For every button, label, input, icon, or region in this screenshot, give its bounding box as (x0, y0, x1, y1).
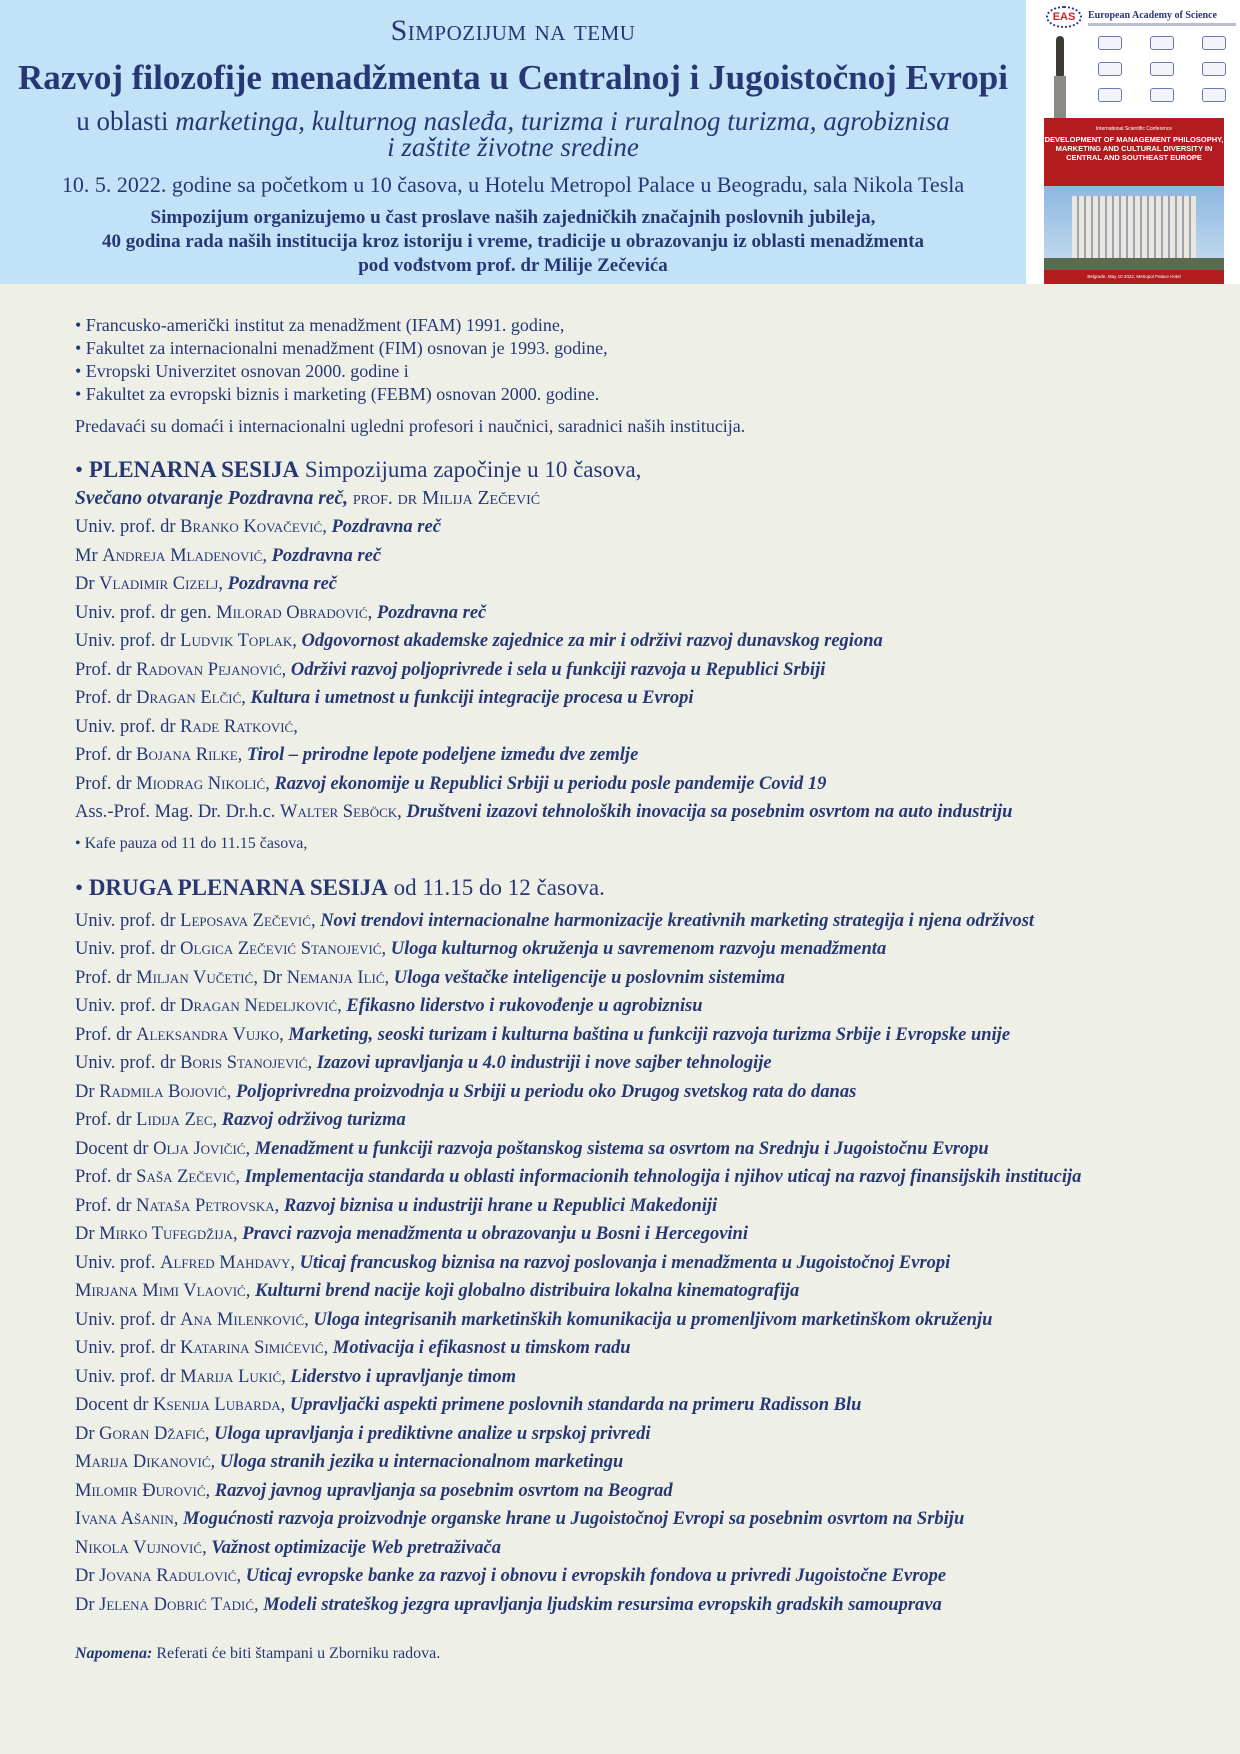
symposium-label: Simpozijum na temu (390, 14, 636, 47)
speaker-name: Milomir Đurović (75, 1480, 206, 1501)
speaker-row: Prof. dr Dragan Elčić, Kultura i umetnost u funkciji integracije procesa u Evropi (75, 688, 694, 708)
program-content (75, 314, 1225, 1663)
speaker-title: Univ. prof. dr (75, 517, 181, 537)
session1-title: PLENARNA SESIJA (88, 457, 300, 482)
institution-item: • Fakultet za internacionalni menadžment (FIM) osnovan je 1993. godine, (75, 338, 608, 358)
speaker-title: , Dr (253, 967, 287, 988)
talk-title: Uticaj francuskog biznisa na razvoj poslovanja i menadžmenta u Jugoistočnoj Evropi (299, 1252, 951, 1273)
talk-title: Efikasno liderstvo i rukovođenje u agrobiznisu (346, 996, 703, 1016)
speaker-row: Dr Radmila Bojović, Poljoprivredna proizvodnja u Srbiji u periodu oko Drugog svetskog rata do danas (75, 1081, 857, 1102)
speaker-name: Mirjana Mimi Vlaović (75, 1281, 246, 1301)
opening-title: prof. dr (347, 488, 422, 509)
speaker-name: Vladimir Cizelj (99, 574, 219, 594)
session2-time: od 11.15 do 12 časova. (387, 874, 605, 900)
subtitle (0, 108, 1026, 160)
speaker-title: Docent dr (75, 1395, 154, 1415)
honor-line: Simpozijum organizujemo u čast proslave naših zajedničkih značajnih poslovnih jubileja, (150, 207, 876, 228)
speaker-title: Mr (75, 545, 103, 566)
talk-title: Uticaj evropske banke za razvoj i obnovu i evropskih fondova u privredi Jugoistočne Evrope (245, 1566, 947, 1586)
partner-logo (1098, 88, 1122, 102)
speaker-name: Jovana Radulović (99, 1566, 237, 1586)
session1-heading (75, 455, 1225, 485)
talk-title: Razvoj održivog turizma (221, 1110, 406, 1130)
talk-title: Uloga integrisanih marketinških komunikacija u promenljivom marketinškom okruženju (313, 1309, 993, 1330)
speaker-name: Ksenija Lubarda (153, 1395, 281, 1415)
talk-title: Upravljački aspekti primene poslovnih standarda na primeru Radisson Blu (289, 1395, 862, 1415)
talk-title: Održivi razvoj poljoprivrede i sela u funkciji razvoja u Republici Srbiji (290, 659, 826, 680)
speaker-row: Ivana Ašanin, Mogućnosti razvoja proizvodnje organske hrane u Jugoistočnoj Evropi sa posebnim osvrtom na Srbiju (75, 1509, 965, 1529)
speaker-row: Univ. prof. dr Rade Ratković, (75, 716, 298, 737)
talk-title: Izazovi upravljanja u 4.0 industriji i nove sajber tehnologije (316, 1053, 772, 1073)
speaker-row: Univ. prof. dr Olgica Zečević Stanojević, Uloga kulturnog okruženja u savremenom razvoju menadžmenta (75, 939, 887, 959)
speaker-title: Prof. dr (75, 1024, 137, 1045)
speaker-row: Univ. prof. Alfred Mahdavy, Uticaj francuskog biznisa na razvoj poslovanja i menadžmenta u Jugoistočnoj Evropi (75, 1252, 951, 1273)
talk-title: Pravci razvoja menadžmenta u obrazovanju u Bosni i Hercegovini (242, 1224, 748, 1244)
talk-title: Motivacija i efikasnost u timskom radu (332, 1338, 631, 1358)
subtitle-prefix: u oblasti (76, 106, 169, 136)
speaker-row: Univ. prof. dr Marija Lukić, Liderstvo i upravljanje timom (75, 1366, 517, 1387)
speaker-row: Dr Mirko Tufegdžija, Pravci razvoja menadžmenta u obrazovanju u Bosni i Hercegovini (75, 1224, 748, 1244)
speaker-title: Dr (75, 574, 100, 594)
speaker-row: Prof. dr Radovan Pejanović, Održivi razvoj poljoprivrede i sela u funkciji razvoja u Republici Srbiji (75, 659, 826, 680)
poster-conf-title: DEVELOPMENT OF MANAGEMENT PHILOSOPHY, MARKETING AND CULTURAL DIVERSITY IN CENTRAL AND SOUTHEAST EUROPE (1044, 135, 1224, 162)
talk-title: Tirol – prirodne lepote podeljene između dve zemlje (246, 745, 639, 765)
poster-footer: Belgrade, May 10 2022, Metropol Palace Hotel (1044, 270, 1224, 284)
speaker-title: Univ. prof. dr (75, 716, 181, 737)
speaker-title: Dr (75, 1423, 100, 1444)
talk-title: Uloga veštačke inteligencije u poslovnim sistemima (393, 967, 785, 988)
institution-item: • Fakultet za evropski biznis i marketing (FEBM) osnovan 2000. godine. (75, 384, 600, 404)
speaker-name: Walter Seböck (280, 802, 398, 822)
speaker-row: Prof. dr Miodrag Nikolić, Razvoj ekonomije u Republici Srbiji u periodu posle pandemije Covid 19 (75, 773, 827, 794)
speaker-title: Univ. prof. dr (75, 1338, 181, 1358)
speaker-name: Miodrag Nikolić (136, 773, 266, 794)
speaker-row: Nikola Vujnović, Važnost optimizacije Web pretraživača (75, 1537, 501, 1558)
speaker-name: Katarina Simićević (180, 1338, 324, 1358)
speaker-name: Rade Ratković (180, 716, 294, 737)
speaker-row: Prof. dr Lidija Zec, Razvoj održivog turizma (75, 1110, 406, 1130)
eas-logo: EAS (1046, 6, 1082, 28)
speaker-name: Saša Zečević (136, 1167, 236, 1187)
speaker-name: Radmila Bojović (99, 1081, 227, 1102)
statue-image (1050, 36, 1070, 116)
speaker-row: Prof. dr Aleksandra Vujko, Marketing, seoski turizam i kulturna baština u funkciji razvoja turizma Srbije i Evropske unije (75, 1024, 1011, 1045)
speaker-row: Prof. dr Saša Zečević, Implementacija standarda u oblasti informacionih tehnologija i njihov uticaj na razvoj finansijskih institucija (75, 1167, 1082, 1187)
institution-item: • Francusko-američki institut za menadžment (IFAM) 1991. godine, (75, 315, 565, 335)
eas-name: European Academy of Science (1088, 10, 1217, 21)
speaker-name: Milorad Obradović (216, 602, 368, 623)
speaker-row: Docent dr Olja Jovičić, Menadžment u funkciji razvoja poštanskog sistema sa osvrtom na Srednju i Jugoistočnu Evropu (75, 1138, 989, 1159)
coffee-break: • Kafe pauza od 11 do 11.15 časova, (75, 834, 308, 852)
partner-logo (1098, 36, 1122, 50)
date-location: 10. 5. 2022. godine sa početkom u 10 časova, u Hotelu Metropol Palace u Beogradu, sala Nikola Tesla (61, 172, 965, 197)
speaker-row: Dr Goran Džafić, Uloga upravljanja i prediktivne analize u srpskoj privredi (75, 1423, 651, 1444)
conference-poster (1026, 0, 1240, 284)
speaker-row: Milomir Đurović, Razvoj javnog upravljanja sa posebnim osvrtom na Beograd (75, 1480, 673, 1501)
talk-title: Odgovornost akademske zajednice za mir i održivi razvoj dunavskog regiona (301, 631, 883, 651)
speaker-name: Aleksandra Vujko (136, 1024, 280, 1045)
talk-title: Implementacija standarda u oblasti informacionih tehnologija i njihov uticaj na razvoj finansijskih institucija (244, 1167, 1082, 1187)
speaker-row: Dr Vladimir Cizelj, Pozdravna reč (75, 574, 338, 594)
speaker-name: Miljan Vučetić (136, 967, 254, 988)
honor-line: 40 godina rada naših institucija kroz istoriju i vreme, tradicije u obrazovanju iz oblasti menadžmenta (101, 231, 925, 252)
speaker-name: Radovan Pejanović (136, 659, 282, 680)
speaker-title: Prof. dr (75, 773, 137, 794)
speaker-row: Mr Andreja Mladenović, Pozdravna reč (75, 545, 382, 566)
talk-title: Pozdravna reč (376, 602, 487, 623)
speaker-title: Univ. prof. dr gen. (75, 602, 217, 623)
partner-logo (1202, 36, 1226, 50)
speaker-name: Nemanja Ilić (286, 967, 385, 988)
speaker-title: Univ. prof. dr (75, 631, 181, 651)
partner-logo (1098, 62, 1122, 76)
speaker-name: Nikola Vujnović (75, 1537, 203, 1558)
speaker-row: Univ. prof. dr Katarina Simićević, Motivacija i efikasnost u timskom radu (75, 1338, 631, 1358)
speaker-row: Dr Jelena Dobrić Tadić, Modeli strateškog jezgra upravljanja ljudskim resursima evropskih gradskih samouprava (75, 1594, 942, 1615)
speaker-row: Docent dr Ksenija Lubarda, Upravljački aspekti primene poslovnih standarda na primeru Radisson Blu (75, 1395, 862, 1415)
talk-title: Poljoprivredna proizvodnja u Srbiji u periodu oko Drugog svetskog rata do danas (235, 1081, 857, 1102)
speaker-title: Dr (75, 1081, 100, 1102)
speaker-title: Univ. prof. dr (75, 910, 181, 931)
lecturers-note: Predavaći su domaći i internacionalni ugledni profesori i naučnici, saradnici naših institucija. (75, 416, 746, 436)
opening-name: Milija Zečević (421, 488, 541, 509)
talk-title: Marketing, seoski turizam i kulturna baština u funkciji razvoja turizma Srbije i Evropske unije (288, 1024, 1011, 1045)
speaker-title: Univ. prof. dr (75, 1053, 181, 1073)
speaker-name: Ivana Ašanin (75, 1509, 174, 1529)
poster-title-box (1044, 118, 1224, 186)
opening-label: Svečano otvaranje Pozdravna reč, (75, 488, 348, 509)
talk-title: Uloga kulturnog okruženja u savremenom razvoju menadžmenta (390, 939, 887, 959)
speaker-row: Mirjana Mimi Vlaović, Kulturni brend nacije koji globalno distribuira lokalna kinematografija (75, 1281, 800, 1301)
speaker-title: Univ. prof. (75, 1252, 161, 1273)
speaker-row: Univ. prof. dr Boris Stanojević, Izazovi upravljanja u 4.0 industriji i nove sajber tehnologije (75, 1053, 772, 1073)
speaker-title: Dr (75, 1594, 100, 1615)
footnote (75, 1645, 1225, 1663)
speaker-row: Univ. prof. dr Leposava Zečević, Novi trendovi internacionalne harmonizacije kreativnih marketing strategija i njena održivost (75, 910, 1035, 931)
speaker-row: Univ. prof. dr Ludvik Toplak, Odgovornost akademske zajednice za mir i održivi razvoj dunavskog regiona (75, 631, 883, 651)
partner-logo (1150, 88, 1174, 102)
partner-logo (1150, 36, 1174, 50)
speaker-title: Prof. dr (75, 745, 137, 765)
subtitle-fields: marketinga, kulturnog nasleđa, turizma i ruralnog turizma, agrobiznisa (175, 106, 950, 136)
institution-item: • Evropski Univerzitet osnovan 2000. godine i (75, 361, 409, 381)
speaker-name: Leposava Zečević (180, 910, 311, 931)
speaker-title: Dr (75, 1566, 100, 1586)
speaker-row: Univ. prof. dr Ana Milenković, Uloga integrisanih marketinških komunikacija u promenljivom marketinškom okruženju (75, 1309, 993, 1330)
speaker-name: Goran Džafić (99, 1423, 205, 1444)
talk-title: Razvoj javnog upravljanja sa posebnim osvrtom na Beograd (214, 1480, 673, 1501)
speaker-name: Olgica Zečević Stanojević (180, 939, 382, 959)
speaker-name: Ludvik Toplak (180, 631, 293, 651)
eas-tagline-bar (1088, 23, 1236, 26)
speaker-name: Dragan Elčić (136, 688, 242, 708)
institution-list (75, 314, 1225, 406)
speaker-name: Dragan Nedeljković (180, 996, 338, 1016)
speaker-name: Olja Jovičić (153, 1138, 246, 1159)
opening-line (75, 485, 1225, 513)
session1-speakers (75, 513, 1225, 827)
talk-title: Pozdravna reč (331, 517, 441, 537)
speaker-title: Prof. dr (75, 659, 137, 680)
speaker-title: Prof. dr (75, 1110, 137, 1130)
speaker-title: Univ. prof. dr (75, 1366, 181, 1387)
talk-title: Razvoj biznisa u industriji hrane u Republici Makedoniji (283, 1195, 718, 1216)
note-label: Napomena: (75, 1645, 153, 1662)
session2-speakers (75, 907, 1225, 1620)
talk-title: Uloga stranih jezika u internacionalnom marketingu (219, 1452, 624, 1472)
talk-title: Razvoj ekonomije u Republici Srbiji u periodu posle pandemije Covid 19 (274, 773, 827, 794)
partner-logo (1202, 62, 1226, 76)
speaker-name: Branko Kovačević (180, 517, 323, 537)
talk-title: Kultura i umetnost u funkciji integracije procesa u Evropi (250, 688, 694, 708)
speaker-title: Prof. dr (75, 688, 137, 708)
speaker-row: Ass.-Prof. Mag. Dr. Dr.h.c. Walter Seböck, Društveni izazovi tehnoloških inovacija sa posebnim osvrtom na auto industriju (75, 802, 1013, 822)
talk-title: Modeli strateškog jezgra upravljanja ljudskim resursima evropskih gradskih samouprava (263, 1594, 942, 1615)
partner-logo (1150, 62, 1174, 76)
speaker-name: Marija Lukić (180, 1366, 282, 1387)
note-text: Referati će biti štampani u Zborniku radova. (152, 1645, 441, 1662)
speaker-title: Ass.-Prof. Mag. Dr. Dr.h.c. (75, 802, 281, 822)
speaker-row: Dr Jovana Radulović, Uticaj evropske banke za razvoj i obnovu i evropskih fondova u privredi Jugoistočne Evrope (75, 1566, 947, 1586)
speaker-row: Univ. prof. dr gen. Milorad Obradović, Pozdravna reč (75, 602, 487, 623)
speaker-row: Prof. dr Miljan Vučetić, Dr Nemanja Ilić, Uloga veštačke inteligencije u poslovnim sistemima (75, 967, 785, 988)
speaker-row: Univ. prof. dr Dragan Nedeljković, Efikasno liderstvo i rukovođenje u agrobiznisu (75, 996, 703, 1016)
talk-title: Uloga upravljanja i prediktivne analize u srpskoj privredi (214, 1423, 651, 1444)
talk-title: Pozdravna reč (227, 574, 338, 594)
speaker-title: Prof. dr (75, 967, 137, 988)
talk-title: Liderstvo i upravljanje timom (290, 1366, 517, 1387)
talk-title: Mogućnosti razvoja proizvodnje organske hrane u Jugoistočnoj Evropi sa posebnim osvrtom na Srbiju (182, 1509, 965, 1529)
talk-title: Pozdravna reč (271, 545, 382, 566)
speaker-name: Andreja Mladenović (102, 545, 263, 566)
speaker-name: Jelena Dobrić Tadić (99, 1594, 255, 1615)
talk-title: Novi trendovi internacionalne harmonizacije kreativnih marketing strategija i njena održivost (320, 910, 1035, 931)
session2-title: DRUGA PLENARNA SESIJA (88, 874, 388, 900)
speaker-title: Univ. prof. dr (75, 1309, 181, 1330)
header-banner (0, 0, 1026, 284)
speaker-name: Ana Milenković (180, 1309, 305, 1330)
talk-title: Menadžment u funkciji razvoja poštanskog sistema sa osvrtom na Srednju i Jugoistočnu Evropu (254, 1138, 989, 1159)
session1-time: Simpozijuma započinje u 10 časova, (299, 457, 642, 482)
subtitle-fields-2: i zaštite životne sredine (387, 132, 639, 162)
talk-title: Kulturni brend nacije koji globalno distribuira lokalna kinematografija (254, 1281, 800, 1301)
talk-title: Društveni izazovi tehnoloških inovacija sa posebnim osvrtom na auto industriju (406, 802, 1013, 822)
bullet: • (75, 874, 84, 900)
speaker-title: Prof. dr (75, 1167, 137, 1187)
bullet: • (75, 457, 84, 482)
speaker-row: Prof. dr Bojana Rilke, Tirol – prirodne lepote podeljene između dve zemlje (75, 745, 639, 765)
speaker-name: Bojana Rilke (136, 745, 238, 765)
page-title: Razvoj filozofije menadžmenta u Centralnoj i Jugoistočnoj Evropi (18, 58, 1008, 97)
speaker-title: Docent dr (75, 1138, 154, 1159)
talk-title: Važnost optimizacije Web pretraživača (211, 1537, 501, 1558)
speaker-title: Univ. prof. dr (75, 939, 181, 959)
session2-heading (75, 873, 1225, 903)
speaker-row: Prof. dr Nataša Petrovska, Razvoj biznisa u industriji hrane u Republici Makedoniji (75, 1195, 718, 1216)
poster-conf-label: International Scientific Conference (1095, 126, 1173, 132)
partner-logo (1202, 88, 1226, 102)
speaker-name: Lidija Zec (136, 1110, 213, 1130)
speaker-row: Marija Dikanović, Uloga stranih jezika u internacionalnom marketingu (75, 1452, 624, 1472)
speaker-name: Marija Dikanović (75, 1452, 211, 1472)
speaker-row: Univ. prof. dr Branko Kovačević, Pozdravna reč (75, 517, 441, 537)
speaker-title: Prof. dr (75, 1195, 137, 1216)
speaker-title: Univ. prof. dr (75, 996, 181, 1016)
speaker-name: Alfred Mahdavy (160, 1252, 291, 1273)
honor-text (0, 206, 1026, 278)
speaker-name: Boris Stanojević (180, 1053, 308, 1073)
honor-line: pod vođstvom prof. dr Milije Zečevića (358, 255, 668, 276)
speaker-name: Nataša Petrovska (136, 1195, 275, 1216)
hotel-photo (1044, 186, 1224, 270)
speaker-name: Mirko Tufegdžija (99, 1224, 234, 1244)
speaker-title: Dr (75, 1224, 100, 1244)
